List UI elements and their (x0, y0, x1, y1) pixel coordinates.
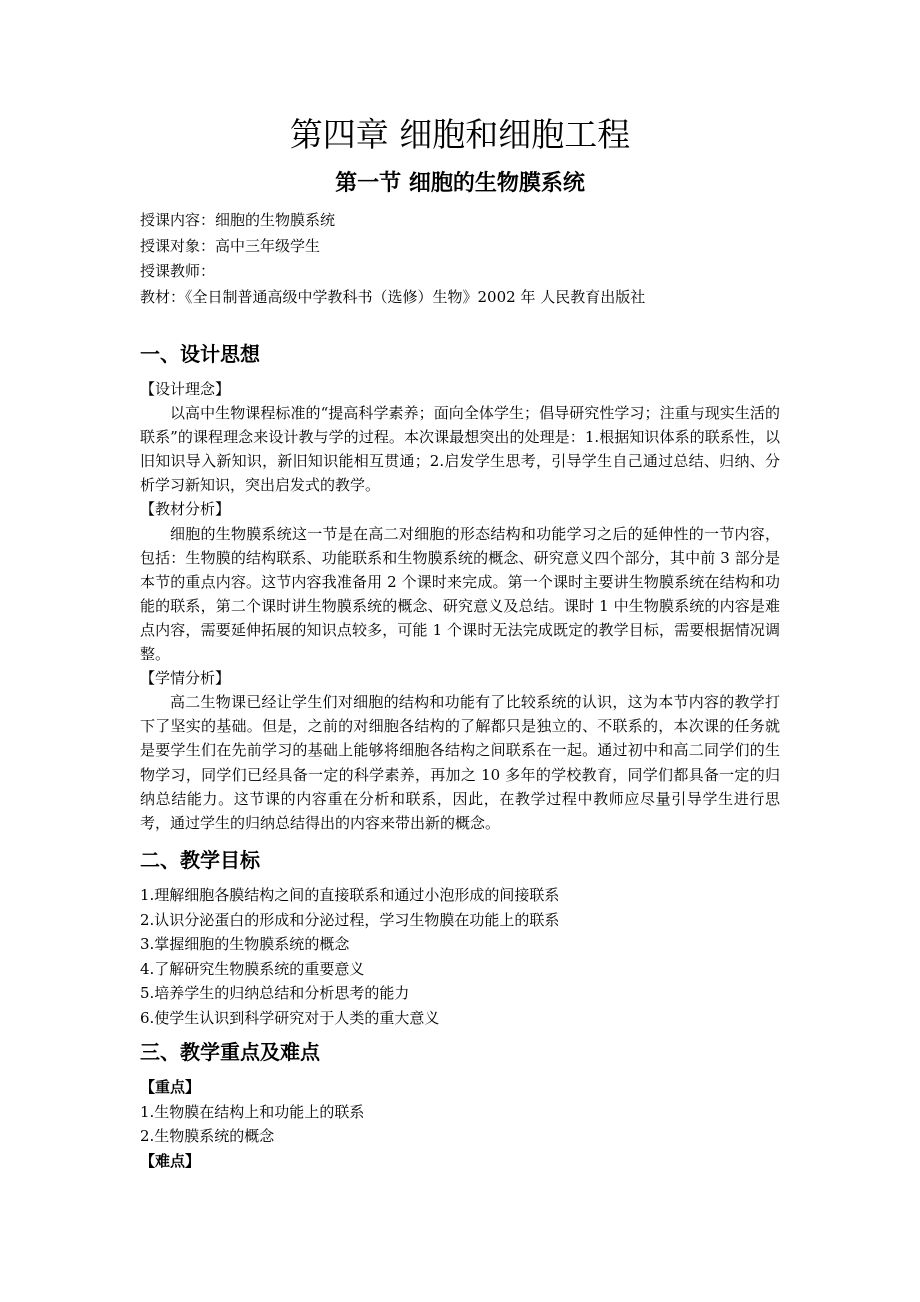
key-points-list (140, 1075, 364, 1173)
list-item: 2.生物膜系统的概念 (140, 1127, 275, 1145)
list-item: 5.培养学生的归纳总结和分析思考的能力 (140, 984, 410, 1002)
heading-key-points: 三、教学重点及难点 (140, 1040, 320, 1064)
material-text: 细胞的生物膜系统这一节是在高二对细胞的形态结构和功能学习之后的延伸性的一节内容，包括：生物膜的结构联系、功能联系和生物膜系统的概念、研究意义四个部分，其中前 3 部分是本节的重点内容。这节内容我准备用 2 个课时来完成。第一个课时主要讲生物膜系统在结构和功能的联系，第二个课时讲生物膜系统的概念、研究意义及总结。课时 1 中生物膜系统的内容是难点内容，需要延伸拓展的知识点较多，可能 1 个课时无法完成既定的教学目标，需要根据情况调整。 (140, 524, 780, 664)
section-title: 第一节 细胞的生物膜系统 (335, 171, 585, 196)
info-audience: 授课对象：高中三年级学生 (140, 236, 321, 255)
lesson-info (140, 208, 645, 310)
list-item: 6.使学生认识到科学研究对于人类的重大意义 (140, 1008, 440, 1027)
material-label: 【教材分析】 (140, 500, 231, 519)
concept-text: 以高中生物课程标准的“提高科学素养；面向全体学生；倡导研究性学习；注重与现实生活的联系”的课程理念来设计教与学的过程。本次课最想突出的处理是：1.根据知识体系的联系性，以旧知识导入新知识，新旧知识能相互贯通；2.启发学生思考，引导学生自己通过总结、归纳、分析学习新知识，突出启发式的教学。 (140, 404, 780, 495)
design-section (140, 377, 780, 835)
info-textbook: 教材：《全日制普通高级中学教科书（选修）生物》2002 年 人民教育出版社 (140, 287, 646, 306)
chapter-title: 第四章 细胞和细胞工程 (289, 115, 631, 154)
list-item: 4.了解研究生物膜系统的重要意义 (140, 959, 365, 978)
concept-label: 【设计理念】 (140, 380, 231, 398)
list-item: 1.生物膜在结构上和功能上的联系 (140, 1102, 365, 1121)
heading-design: 一、设计思想 (140, 342, 260, 366)
heading-goals: 二、教学目标 (140, 848, 260, 872)
student-text: 高二生物课已经让学生们对细胞的结构和功能有了比较系统的认识，这为本节内容的教学打下了坚实的基础。但是，之前的对细胞各结构的了解都只是独立的、不联系的，本次课的任务就是要学生们在先前学习的基础上能够将细胞各结构之间联系在一起。通过初中和高二同学们的生物学习，同学们已经具备一定的科学素养，再加之 10 多年的学校教育，同学们都具备一定的归纳总结能力。这节课的内容重在分析和联系，因此，在教学过程中教师应尽量引导学生进行思考，通过学生的归纳总结得出的内容来带出新的概念。 (140, 693, 780, 832)
info-teacher: 授课教师： (140, 262, 216, 280)
list-item: 3.掌握细胞的生物膜系统的概念 (140, 935, 350, 953)
student-label: 【学情分析】 (140, 669, 231, 688)
list-item: 1.理解细胞各膜结构之间的直接联系和通过小泡形成的间接联系 (140, 886, 560, 904)
difficult-label: 【难点】 (140, 1151, 201, 1170)
list-item: 2.认识分泌蛋白的形成和分泌过程，学习生物膜在功能上的联系 (140, 910, 560, 929)
focus-label: 【重点】 (140, 1078, 201, 1096)
goals-list (140, 883, 559, 1030)
info-content: 授课内容：细胞的生物膜系统 (140, 211, 336, 229)
